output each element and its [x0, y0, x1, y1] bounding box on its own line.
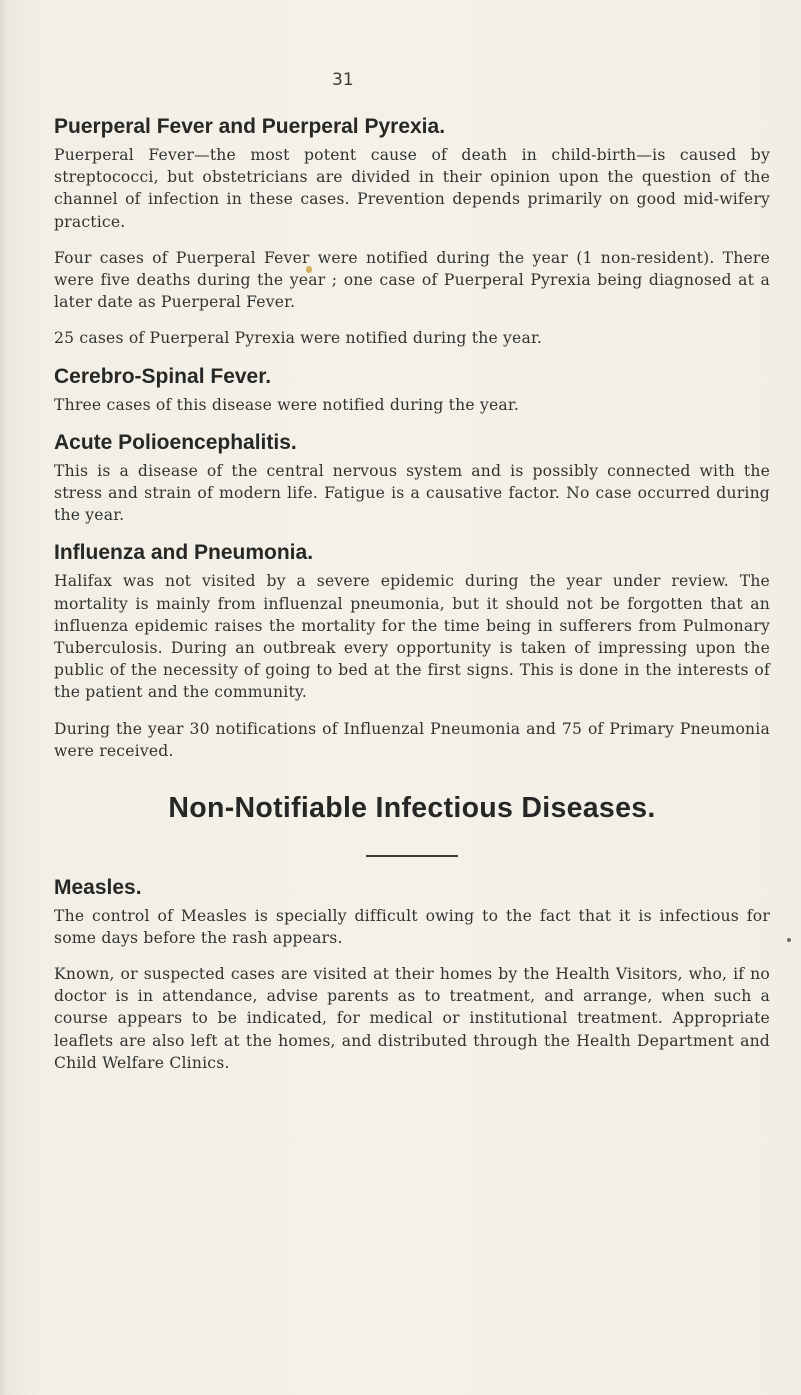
paragraph: This is a disease of the central nervous system and is possibly connected with the stress and strain of modern life. Fatigue is a causative factor. No case occurred during the year.	[54, 461, 770, 525]
section-measles	[54, 875, 770, 1074]
section-heading: Measles.	[54, 875, 142, 899]
section-heading: Influenza and Pneumonia.	[54, 541, 314, 565]
section-influenza-pneumonia	[54, 540, 770, 762]
paper-dot	[787, 938, 791, 942]
page-left-edge-shadow	[0, 0, 6, 1395]
section-heading: Acute Polioencephalitis.	[54, 430, 297, 454]
section-heading: Cerebro-Spinal Fever.	[54, 364, 272, 388]
paragraph: The control of Measles is specially difficult owing to the fact that it is infectious for some days before the rash appears.	[54, 906, 770, 947]
paragraph: During the year 30 notifications of Influenzal Pneumonia and 75 of Primary Pneumonia were received.	[54, 719, 770, 760]
section-cerebro-spinal-fever	[54, 364, 770, 416]
section-heading: Puerperal Fever and Puerperal Pyrexia.	[54, 115, 446, 138]
section-puerperal-fever	[54, 114, 770, 350]
paragraph: Three cases of this disease were notified during the year.	[54, 395, 519, 414]
horizontal-rule	[366, 855, 458, 857]
paragraph: Puerperal Fever—the most potent cause of death in child-birth—is caused by streptococci, but obstetricians are divided in their opinion upon the question of the channel of infection in these cases. Prevention depends primarily on good mid-wifery practice.	[54, 146, 770, 231]
section-acute-polioencephalitis	[54, 430, 770, 527]
paragraph: 25 cases of Puerperal Pyrexia were notified during the year.	[54, 329, 543, 348]
page-number: 31	[332, 70, 354, 90]
paragraph: Known, or suspected cases are visited at their homes by the Health Visitors, who, if no doctor is in attendance, advise parents as to treatment, and arrange, when such a course appears to be indicated, for medical or institutional treatment. Appropriate leaflets are also left at the homes, and distributed through the Health Department and Child Welfare Clinics.	[54, 964, 770, 1072]
major-heading: Non-Notifiable Infectious Diseases.	[168, 792, 656, 825]
document-body	[54, 114, 770, 1088]
paragraph: Halifax was not visited by a severe epidemic during the year under review. The mortality is mainly from influenzal pneumonia, but it should not be forgotten that an influenza epidemic raises the mortality for the time being in sufferers from Pulmonary Tuberculosis. During an outbreak every opportunity is taken of impressing upon the public of the necessity of going to bed at the first signs. This is done in the interests of the patient and the community.	[54, 572, 770, 702]
paragraph: Four cases of Puerperal Fever were notified during the year (1 non-resident). There were five deaths during the year ; one case of Puerperal Pyrexia being diagnosed at a later date as Puerperal Fever.	[54, 248, 770, 312]
